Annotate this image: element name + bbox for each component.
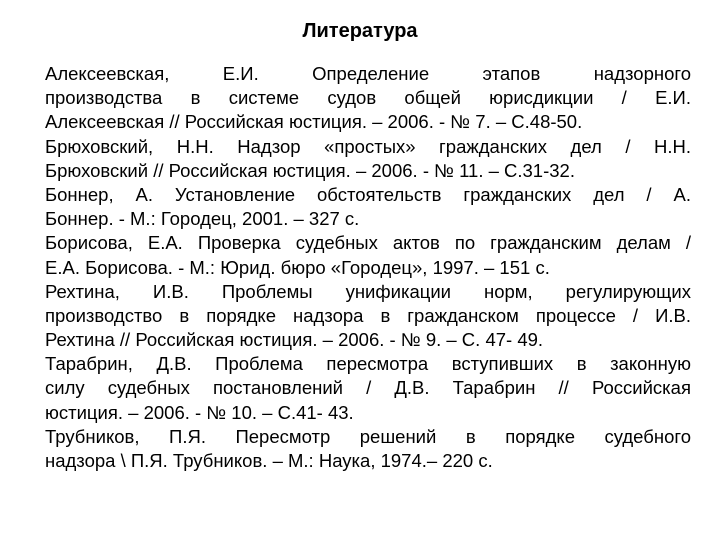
reference-line: Рехтина, И.В. Проблемы унификации норм, регулирующих xyxy=(45,280,691,302)
reference-line: Рехтина // Российская юстиция. – 2006. - № 9. – С. 47- 49. xyxy=(45,329,544,351)
reference-line: Е.А. Борисова. - М.: Юрид. бюро «Городец», 1997. – 151 с. xyxy=(45,256,550,278)
reference-line: Брюховский // Российская юстиция. – 2006. - № 11. – С.31-32. xyxy=(45,159,575,181)
reference-line: Трубников, П.Я. Пересмотр решений в порядке судебного xyxy=(45,425,691,447)
reference-line: силу судебных постановлений / Д.В. Тарабрин // Российская xyxy=(45,377,691,399)
page-title: Литература xyxy=(302,20,418,42)
reference-item xyxy=(45,231,691,279)
reference-item xyxy=(45,352,691,425)
reference-line: надзора \ П.Я. Трубников. – М.: Наука, 1974.– 220 с. xyxy=(45,450,493,471)
reference-line: Алексеевская, Е.И. Определение этапов надзорного xyxy=(45,63,691,84)
reference-line: производства в системе судов общей юрисдикции / Е.И. xyxy=(45,87,691,109)
reference-line: Тарабрин, Д.В. Проблема пересмотра вступивших в законную xyxy=(45,353,691,375)
reference-line: Алексеевская // Российская юстиция. – 2006. - № 7. – С.48-50. xyxy=(45,111,583,133)
reference-line: производство в порядке надзора в гражданском процессе / И.В. xyxy=(45,304,691,326)
reference-item xyxy=(45,135,691,183)
reference-item xyxy=(45,62,691,135)
reference-line: Боннер, А. Установление обстоятельств гражданских дел / А. xyxy=(45,183,691,205)
reference-line: юстиция. – 2006. - № 10. – С.41- 43. xyxy=(45,401,354,423)
reference-item xyxy=(45,280,691,353)
reference-line: Боннер. - М.: Городец, 2001. – 327 с. xyxy=(45,208,360,230)
reference-item xyxy=(45,183,691,231)
reference-list xyxy=(45,62,691,473)
reference-line: Борисова, Е.А. Проверка судебных актов по гражданским делам / xyxy=(45,232,691,254)
reference-line: Брюховский, Н.Н. Надзор «простых» гражданских дел / Н.Н. xyxy=(45,135,691,157)
reference-item xyxy=(45,425,691,473)
